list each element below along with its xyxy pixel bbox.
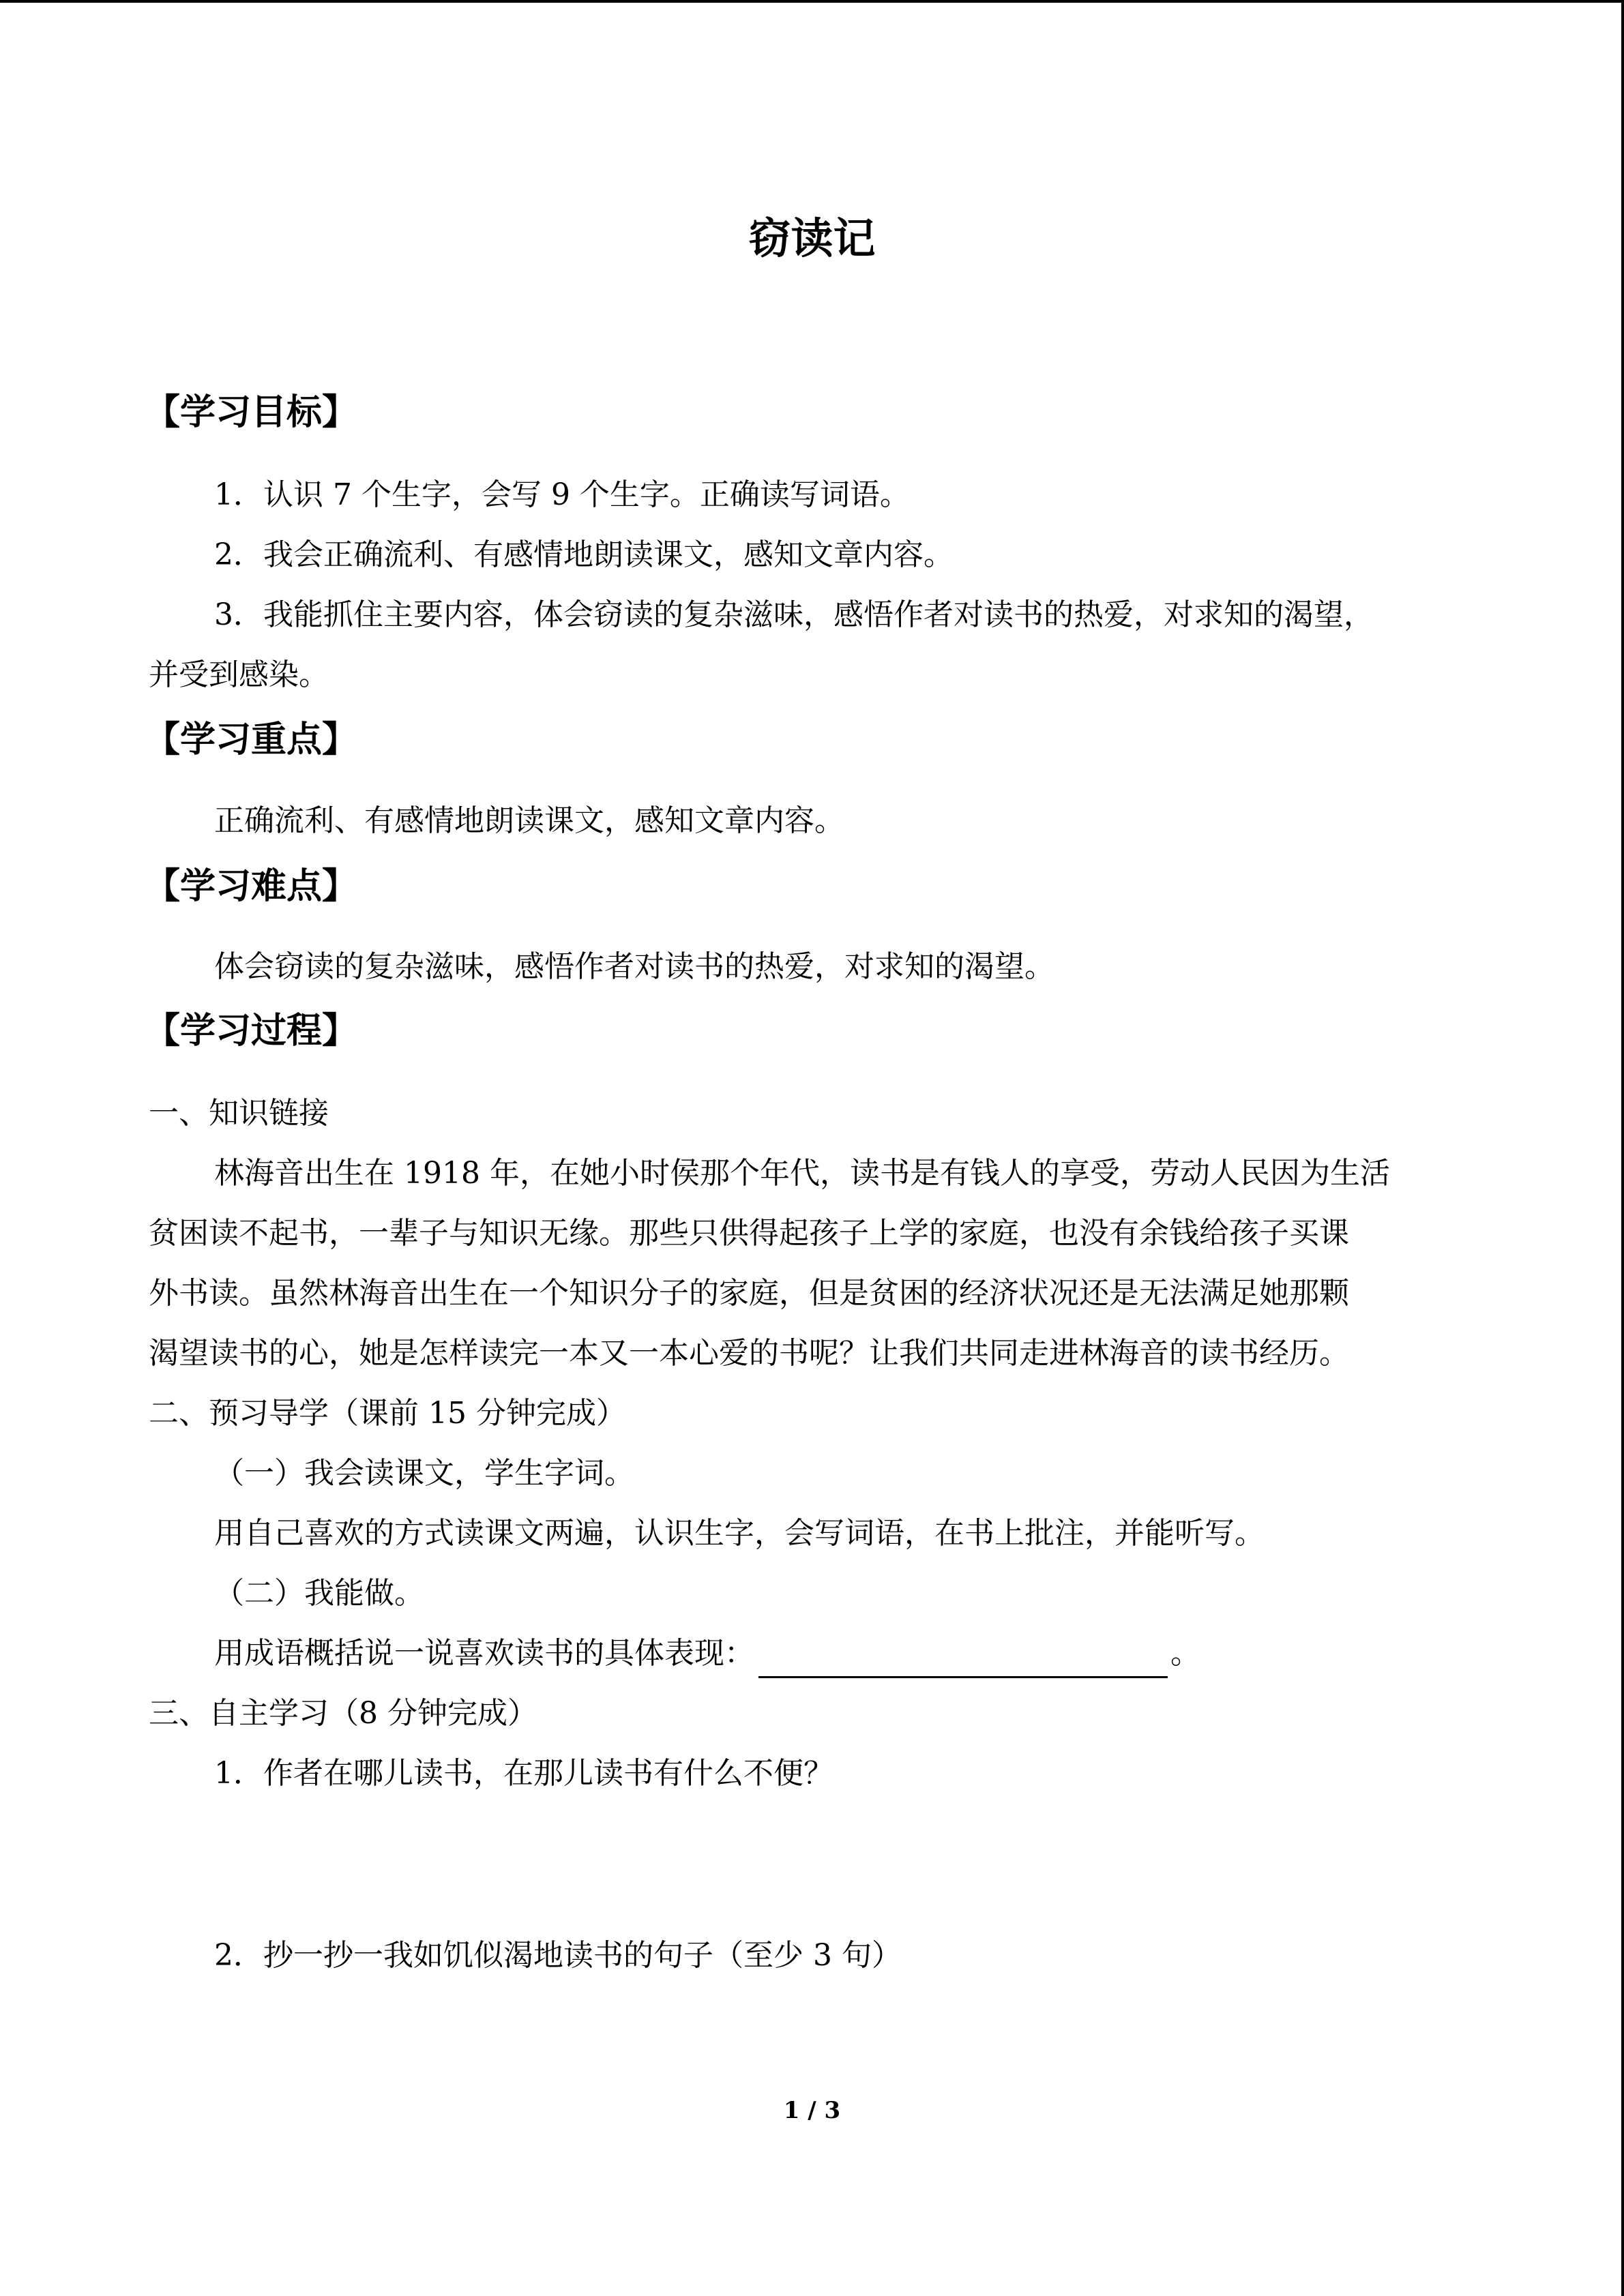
part2-sub2-prompt: 用成语概括说一说喜欢读书的具体表现： [214, 1636, 754, 1671]
objective-item-3-continued: 并受到感染。 [149, 657, 329, 692]
part1-line-3: 外书读。虽然林海音出生在一个知识分子的家庭，但是贫困的经济状况还是无法满足她那颗 [149, 1276, 1349, 1311]
part3-title: 三、自主学习（8 分钟完成） [149, 1696, 537, 1731]
difficulties-heading: 【学习难点】 [145, 866, 358, 907]
objective-item-3: 3．我能抓住主要内容，体会窃读的复杂滋味，感悟作者对读书的热爱，对求知的渴望， [214, 597, 1374, 632]
part3-question-1: 1．作者在哪儿读书，在那儿读书有什么不便？ [214, 1756, 833, 1791]
page-number: 1 / 3 [783, 2097, 841, 2124]
difficulties-text: 体会窃读的复杂滋味，感悟作者对读书的热爱，对求知的渴望。 [214, 949, 1054, 984]
answer-blank[interactable] [758, 1638, 1168, 1678]
objectives-heading: 【学习目标】 [145, 392, 358, 433]
key-points-heading: 【学习重点】 [145, 719, 358, 760]
part2-fill-in-line [214, 1629, 1200, 1678]
part1-line-4: 渴望读书的心，她是怎样读完一本又一本心爱的书呢？让我们共同走进林海音的读书经历。 [149, 1336, 1349, 1371]
part2-title: 二、预习导学（课前 15 分钟完成） [149, 1396, 626, 1431]
part2-sub1: （一）我会读课文，学生字词。 [214, 1456, 634, 1491]
document-title: 窃读记 [748, 213, 876, 263]
part2-sub1-text: 用自己喜欢的方式读课文两遍，认识生字，会写词语，在书上批注，并能听写。 [214, 1516, 1265, 1551]
part3-question-2: 2．抄一抄一我如饥似渴地读书的句子（至少 3 句） [214, 1938, 902, 1973]
part2-sub2-end: 。 [1170, 1636, 1200, 1671]
objective-item-2: 2．我会正确流利、有感情地朗读课文，感知文章内容。 [214, 537, 954, 572]
part1-line-2: 贫困读不起书，一辈子与知识无缘。那些只供得起孩子上学的家庭，也没有余钱给孩子买课 [149, 1216, 1349, 1251]
part1-line-1: 林海音出生在 1918 年，在她小时侯那个年代，读书是有钱人的享受，劳动人民因为生活 [214, 1156, 1390, 1191]
part2-sub2: （二）我能做。 [214, 1576, 424, 1611]
process-heading: 【学习过程】 [145, 1011, 358, 1052]
part1-title: 一、知识链接 [149, 1096, 329, 1131]
objective-item-1: 1．认识 7 个生字，会写 9 个生字。正确读写词语。 [214, 477, 910, 512]
key-points-text: 正确流利、有感情地朗读课文，感知文章内容。 [214, 803, 844, 838]
